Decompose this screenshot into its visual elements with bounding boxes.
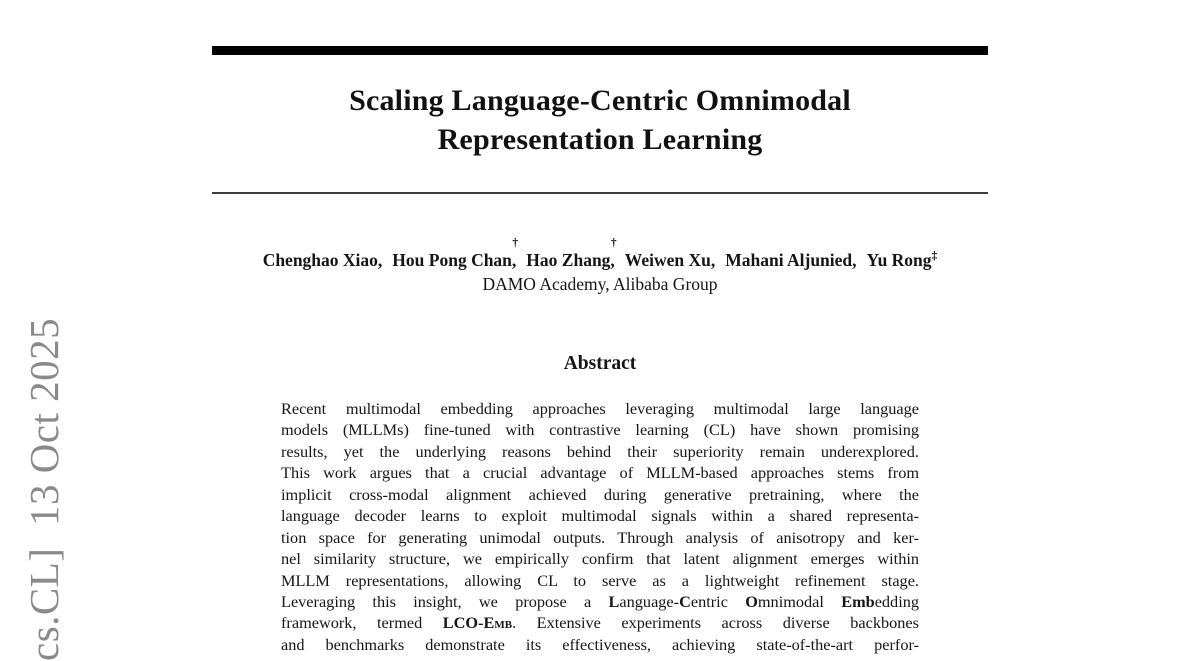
- author-name: Mahani Aljunied: [725, 250, 853, 270]
- author-name: Weiwen Xu: [624, 250, 711, 270]
- title-line-1: Scaling Language-Centric Omnimodal: [349, 84, 851, 117]
- affiliation: DAMO Academy, Alibaba Group: [482, 274, 718, 294]
- author-name: Hou Pong Chan: [392, 250, 512, 270]
- author: Hou Pong Chan, †: [392, 237, 519, 270]
- abstract-line: and benchmarks demonstrate its effectiveness, achieving state-of-the-art perfor-: [281, 634, 919, 654]
- author-name: Yu Rong: [866, 250, 932, 270]
- arxiv-watermark: cs.CL] 13 Oct 2025: [21, 317, 67, 661]
- author: Mahani Aljunied,: [725, 250, 857, 270]
- separator-rule: [212, 192, 988, 194]
- author: Chenghao Xiao,: [262, 250, 383, 270]
- abstract-line: models (MLLMs) fine-tuned with contrastive learning (CL) have shown promising: [281, 420, 919, 440]
- abstract-line: results, yet the underlying reasons behind their superiority remain underexplored.: [281, 441, 919, 461]
- author: Hao Zhang, †: [526, 237, 617, 270]
- abstract-line: tion space for generating unimodal outputs. Through analysis of anisotropy and ker-: [281, 527, 919, 547]
- abstract-line: Recent multimodal embedding approaches leveraging multimodal large language: [281, 399, 919, 418]
- abstract-body: [281, 398, 919, 655]
- paper-title: [212, 81, 988, 159]
- author-name: Hao Zhang: [526, 250, 611, 270]
- abstract-line: MLLM representations, allowing CL to serve as a lightweight refinement stage.: [281, 570, 919, 590]
- author-footnote-mark: †: [512, 237, 519, 249]
- abstract-line: This work argues that a crucial advantage of MLLM-based approaches stems from: [281, 463, 919, 483]
- abstract-line: nel similarity structure, we empirically confirm that latent alignment emerges within: [281, 549, 919, 569]
- abstract-line: language decoder learns to exploit multimodal signals within a shared representa-: [281, 506, 919, 526]
- author: Weiwen Xu,: [624, 250, 716, 270]
- author-footnote-mark: †: [610, 237, 617, 249]
- abstract-line: Leveraging this insight, we propose a Language-Centric Omnimodal Embedding: [281, 591, 919, 611]
- abstract-line: implicit cross-modal alignment achieved during generative pretraining, where the: [281, 484, 919, 504]
- abstract-line: framework, termed LCO-Emb. Extensive experiments across diverse backbones: [281, 613, 919, 633]
- abstract-heading: Abstract: [563, 353, 637, 374]
- author-name: Chenghao Xiao: [262, 250, 378, 270]
- title-line-2: Representation Learning: [437, 123, 763, 156]
- author-footnote-mark: ‡: [931, 250, 938, 262]
- authors-line: [100, 237, 1100, 273]
- author: [867, 250, 938, 270]
- top-rule: [212, 46, 988, 55]
